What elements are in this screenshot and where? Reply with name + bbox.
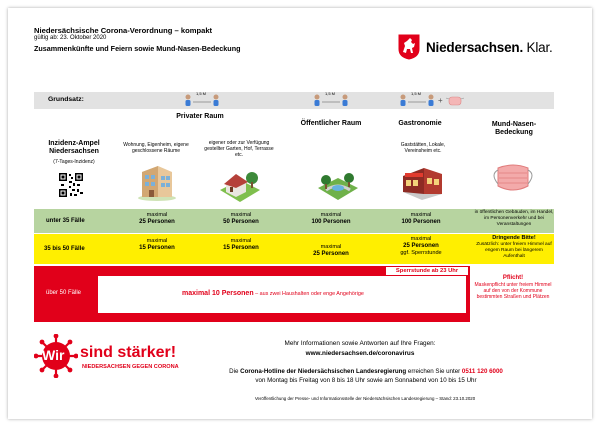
horse-crest-icon — [398, 34, 420, 60]
info-url[interactable]: www.niedersachsen.de/coronavirus — [305, 350, 415, 357]
gastro-desc: Gaststätten, Lokale, Vereinsheim etc. — [400, 142, 446, 154]
grundsatz-label: Grundsatz: — [48, 96, 84, 103]
info-line: Mehr Informationen sowie Antworten auf Ihre Fragen: — [284, 340, 436, 347]
hotline-line: Die Corona-Hotline der Niedersächsischen Landesregierung erreichen Sie unter 0511 120 6000 — [229, 368, 503, 375]
distance-people-icon: 1,5 M — [184, 93, 220, 107]
qr-code-icon — [58, 172, 84, 198]
green-public: maximal 100 Personen — [311, 212, 351, 225]
grundsatz-band — [34, 92, 554, 109]
row-label-yellow: 35 bis 50 Fälle — [44, 246, 85, 252]
restaurant-icon — [400, 158, 444, 207]
yellow-public: maximal 25 Personen — [313, 244, 349, 257]
campaign-subline: NIEDERSACHSEN GEGEN CORONA — [82, 364, 179, 370]
logo-wordmark: Niedersachsen. Klar. — [426, 39, 553, 55]
valid-date: gültig ab: 23. Oktober 2020 — [34, 35, 107, 41]
yellow-mask: Dringende Bitte! Zusätzlich: unter freiem Himmel auf engem Raum bei längerem Aufenthalt — [476, 235, 552, 259]
row-label-red: über 50 Fälle — [46, 290, 82, 296]
private-indoor-desc: Wohnung, Eigenheim, eigene geschlossene Räume — [123, 142, 189, 154]
garden-house-icon — [218, 160, 262, 209]
row-label-green: unter 35 Fälle — [46, 218, 85, 224]
campaign-logo — [34, 334, 194, 380]
col-title-public: Öffentlicher Raum — [300, 120, 362, 127]
page-title: Niedersächsische Corona-Verordnung – kompakt — [34, 26, 213, 35]
private-outdoor-desc: eigener oder zur Verfügung gestellter Garten, Hof, Terrasse etc. — [204, 140, 274, 158]
distance-people-icon: 1,5 M — [399, 93, 435, 107]
hotline-hours: von Montag bis Freitag von 8 bis 18 Uhr sowie am Sonnabend von 10 bis 15 Uhr — [255, 377, 477, 384]
green-gastro: maximal 100 Personen — [401, 212, 441, 225]
red-main-text: maximal 10 Personen – aus zwei Haushalten oder enge Angehörige — [182, 290, 364, 297]
col-title-mask: Mund-Nasen- Bedeckung — [491, 121, 537, 137]
col-title-private: Privater Raum — [176, 113, 224, 120]
plus-icon: + — [438, 96, 443, 105]
face-mask-icon — [490, 160, 536, 201]
green-private-indoor: maximal 25 Personen — [139, 212, 175, 225]
page-subtitle: Zusammenkünfte und Feiern sowie Mund-Nasen-Bedeckung — [34, 44, 241, 53]
yellow-private-indoor: maximal 15 Personen — [139, 238, 175, 251]
yellow-private-outdoor: maximal 15 Personen — [223, 238, 259, 251]
campaign-slogan: sind stärker! — [80, 344, 177, 361]
publisher-note: Veröffentlichung der Presse- und Informationsstelle der Niedersächsischen Landesregierung – Stand: 23.10.2020 — [254, 396, 476, 401]
ampel-title: Inzidenz-Ampel Niedersachsen — [48, 140, 100, 156]
green-mask: in öffentlichen Gebäuden, im Handel, im Personenverkehr und bei Veranstaltungen — [474, 210, 554, 227]
col-title-gastro: Gastronomie — [398, 120, 442, 127]
pflicht-text: Pflicht! Maskenpflicht unter freiem Himmel auf den von der Kommune bestimmten Straßen und Plätzen — [474, 275, 552, 301]
niedersachsen-logo — [398, 34, 553, 60]
campaign-wir: Wir — [42, 347, 65, 363]
green-private-outdoor: maximal 50 Personen — [223, 212, 259, 225]
sperrstunde-label: Sperrstunde ab 23 Uhr — [386, 267, 468, 275]
distance-people-icon: 1,5 M — [313, 93, 349, 107]
ampel-subtitle: (7-Tages-Inzidenz) — [53, 159, 95, 165]
park-icon — [316, 160, 360, 209]
small-mask-icon — [446, 94, 464, 112]
yellow-gastro: maximal 25 Personen ggf. Sperrstunde — [400, 236, 442, 257]
apartment-building-icon — [136, 160, 178, 207]
